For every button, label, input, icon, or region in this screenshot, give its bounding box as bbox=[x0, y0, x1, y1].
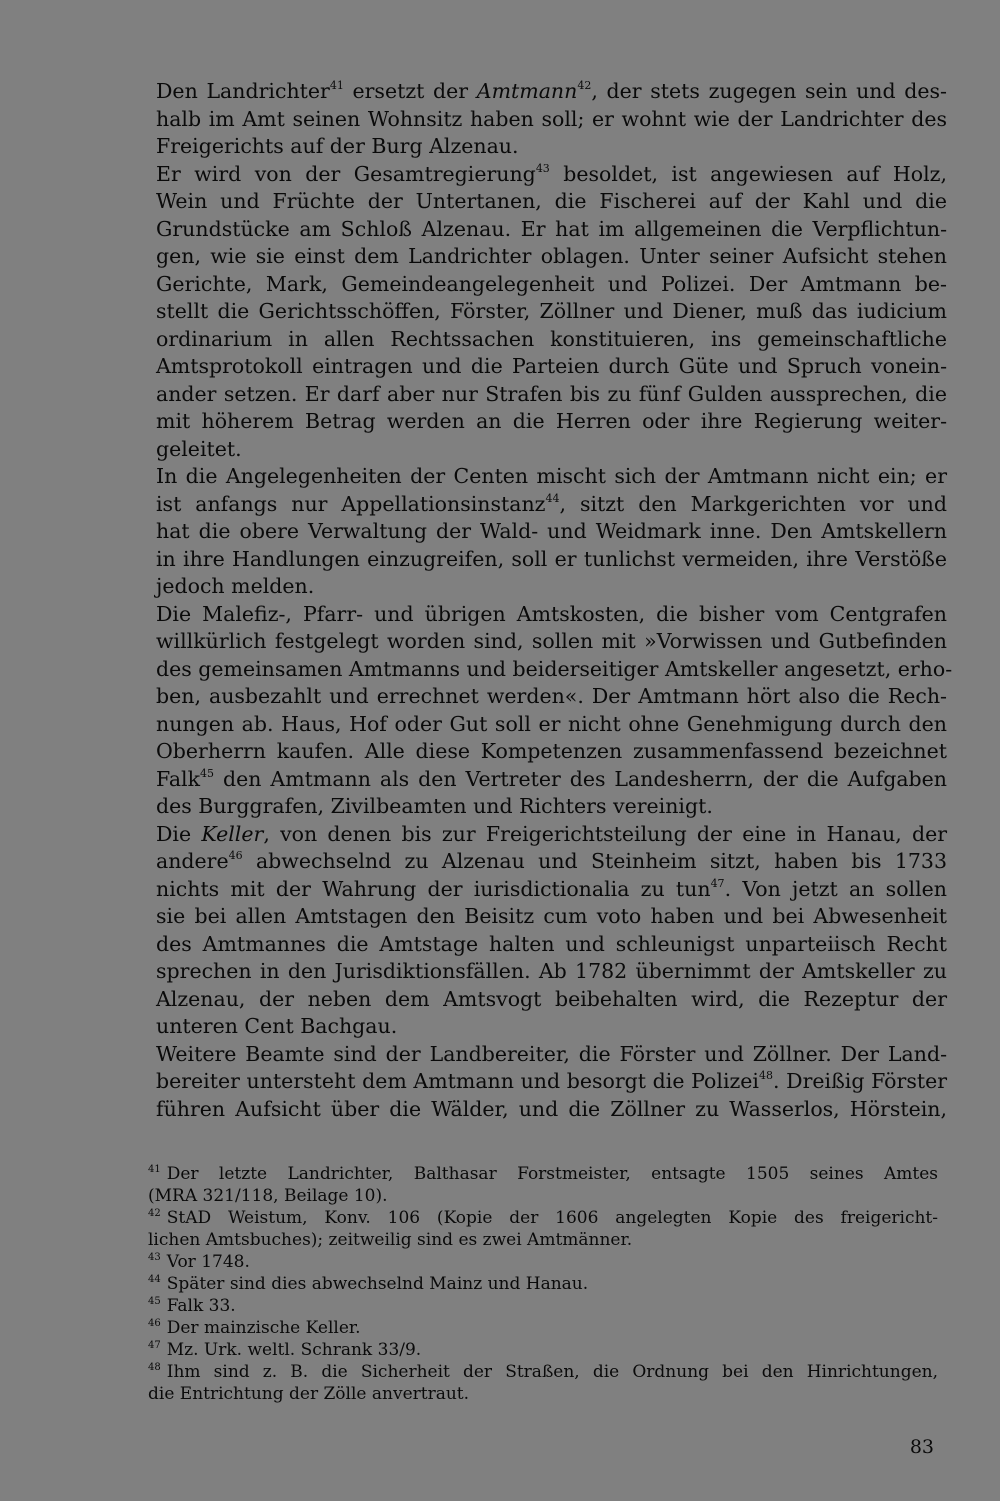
body-line: führen Aufsicht über die Wälder, und die Zöllner zu Wasserlos, Hörstein, bbox=[156, 1096, 947, 1121]
body-line: Oberherrn kaufen. Alle diese Kompetenzen zusammenfassend bezeichnet bbox=[156, 739, 947, 763]
footnote-number: 42 bbox=[148, 1208, 161, 1219]
body-line: Die Keller, von denen bis zur Freigerichtsteilung der eine in Hanau, der bbox=[156, 821, 947, 846]
body-line: Den Landrichter$^{41}$ ersetzt der Amtmann$^{42}$, der stets zugegen sein und des- bbox=[156, 79, 947, 103]
italic-term: Amtmann bbox=[476, 79, 578, 103]
footnote-line: $^{46}$ Der mainzische Keller. bbox=[148, 1318, 361, 1338]
body-line: geleitet. bbox=[156, 436, 242, 461]
footnote-number: 43 bbox=[148, 1252, 161, 1263]
footnote-ref: 44 bbox=[545, 491, 560, 505]
footnote-ref: 41 bbox=[329, 79, 344, 92]
footnote-ref: 45 bbox=[200, 766, 215, 780]
italic-term: Keller bbox=[201, 821, 264, 846]
body-line: sprechen in den Jurisdiktionsfällen. Ab 1782 übernimmt der Amtskeller zu bbox=[156, 959, 947, 983]
body-line: andere$^{46}$ abwechselnd zu Alzenau und Steinheim sitzt, haben bis 1733 bbox=[156, 849, 947, 873]
body-line: gen, wie sie einst dem Landrichter oblagen. Unter seiner Aufsicht stehen bbox=[156, 244, 947, 268]
footnote-number: 47 bbox=[148, 1340, 161, 1351]
body-line: In die Angelegenheiten der Centen mischt sich der Amtmann nicht ein; er bbox=[156, 464, 947, 488]
body-line: ordinarium in allen Rechtssachen konstituieren, ins gemeinschaftliche bbox=[156, 326, 947, 351]
footnote-ref: 48 bbox=[759, 1069, 773, 1082]
body-line: Wein und Früchte der Untertanen, die Fischerei auf der Kahl und die bbox=[156, 189, 947, 213]
footnote-number: 41 bbox=[148, 1164, 161, 1175]
footnote-ref: 43 bbox=[535, 161, 550, 175]
body-line: stellt die Gerichtsschöffen, Förster, Zöllner und Diener, muß das iudicium bbox=[156, 299, 947, 323]
footnote-line: die Entrichtung der Zölle anvertraut. bbox=[148, 1384, 470, 1404]
footnote-line: $^{44}$ Später sind dies abwechselnd Mainz und Hanau. bbox=[148, 1274, 589, 1294]
body-line: halb im Amt seinen Wohnsitz haben soll; er wohnt wie der Landrichter des bbox=[156, 106, 947, 131]
body-line: Er wird von der Gesamtregierung$^{43}$ besoldet, ist angewiesen auf Holz, bbox=[156, 161, 947, 186]
body-line: Grundstücke am Schloß Alzenau. Er hat im allgemeinen die Verpflichtun- bbox=[156, 216, 947, 241]
footnote-ref: 46 bbox=[228, 849, 243, 862]
footnote-ref: 42 bbox=[577, 79, 592, 92]
footnote-line: $^{43}$ Vor 1748. bbox=[148, 1252, 250, 1272]
body-line: Alzenau, der neben dem Amtsvogt beibehalten wird, die Rezeptur der bbox=[156, 986, 947, 1011]
body-line: in ihre Handlungen einzugreifen, soll er tunlichst vermeiden, ihre Verstöße bbox=[156, 546, 947, 571]
body-line: des gemeinsamen Amtmanns und beiderseitiger Amtskeller angesetzt, erho- bbox=[156, 656, 953, 681]
body-line: ist anfangs nur Appellationsinstanz$^{44}$, sitzt den Markgerichten vor und bbox=[156, 491, 947, 516]
footnotes bbox=[148, 1163, 938, 1405]
body-line: nungen ab. Haus, Hof oder Gut soll er nicht ohne Genehmigung durch den bbox=[156, 711, 947, 736]
body-text bbox=[156, 78, 953, 1123]
footnote-line: lichen Amtsbuches); zeitweilig sind es zwei Amtmänner. bbox=[148, 1230, 633, 1250]
body-line: Amtsprotokoll eintragen und die Parteien durch Güte und Spruch vonein- bbox=[156, 354, 947, 378]
footnote-number: 46 bbox=[148, 1318, 161, 1329]
body-line: Weitere Beamte sind der Landbereiter, die Förster und Zöllner. Der Land- bbox=[156, 1041, 947, 1066]
footnote-line: $^{47}$ Mz. Urk. weltl. Schrank 33/9. bbox=[148, 1340, 422, 1360]
body-line: unteren Cent Bachgau. bbox=[156, 1014, 398, 1038]
body-line: jedoch melden. bbox=[156, 574, 315, 598]
body-line: ben, ausbezahlt und errechnet werden«. Der Amtmann hört also die Rech- bbox=[156, 684, 947, 708]
body-line: des Amtmannes die Amtstage halten und schleunigst unparteiisch Recht bbox=[156, 931, 947, 956]
body-line: willkürlich festgelegt worden sind, sollen mit »Vorwissen und Gutbefinden bbox=[156, 629, 947, 653]
body-line: Falk$^{45}$ den Amtmann als den Vertreter des Landesherrn, der die Aufgaben bbox=[156, 766, 947, 791]
body-line: des Burggrafen, Zivilbeamten und Richters vereinigt. bbox=[156, 794, 713, 818]
footnote-number: 48 bbox=[148, 1362, 161, 1373]
footnote-line: $^{41}$ Der letzte Landrichter, Balthasar Forstmeister, entsagte 1505 seines Amtes bbox=[148, 1164, 938, 1184]
body-line: sie bei allen Amtstagen den Beisitz cum voto haben und bei Abwesenheit bbox=[156, 904, 947, 928]
body-line: Die Malefiz-, Pfarr- und übrigen Amtskosten, die bisher vom Centgrafen bbox=[156, 601, 947, 626]
footnote-line: $^{45}$ Falk 33. bbox=[148, 1296, 236, 1316]
body-line: ander setzen. Er darf aber nur Strafen bis zu fünf Gulden aussprechen, die bbox=[156, 381, 947, 406]
footnote-line: $^{42}$ StAD Weistum, Konv. 106 (Kopie der 1606 angelegten Kopie des freigericht- bbox=[148, 1208, 938, 1228]
page-number: 83 bbox=[909, 1436, 934, 1458]
body-line: nichts mit der Wahrung der iurisdictionalia zu tun$^{47}$. Von jetzt an sollen bbox=[156, 876, 947, 901]
footnote-line: $^{48}$ Ihm sind z. B. die Sicherheit der Straßen, die Ordnung bei den Hinrichtungen, bbox=[148, 1362, 938, 1382]
body-line: Gerichte, Mark, Gemeindeangelegenheit und Polizei. Der Amtmann be- bbox=[156, 271, 947, 296]
body-line: mit höherem Betrag werden an die Herren oder ihre Regierung weiter- bbox=[156, 409, 947, 433]
footnote-number: 45 bbox=[148, 1296, 161, 1307]
body-line: bereiter untersteht dem Amtmann und besorgt die Polizei$^{48}$. Dreißig Förster bbox=[156, 1069, 948, 1093]
footnote-number: 44 bbox=[148, 1274, 161, 1285]
footnote-line: (MRA 321/118, Beilage 10). bbox=[148, 1186, 388, 1206]
body-line: hat die obere Verwaltung der Wald- und Weidmark inne. Den Amtskellern bbox=[156, 519, 947, 543]
body-line: Freigerichts auf der Burg Alzenau. bbox=[156, 134, 519, 158]
footnote-ref: 47 bbox=[710, 876, 725, 890]
